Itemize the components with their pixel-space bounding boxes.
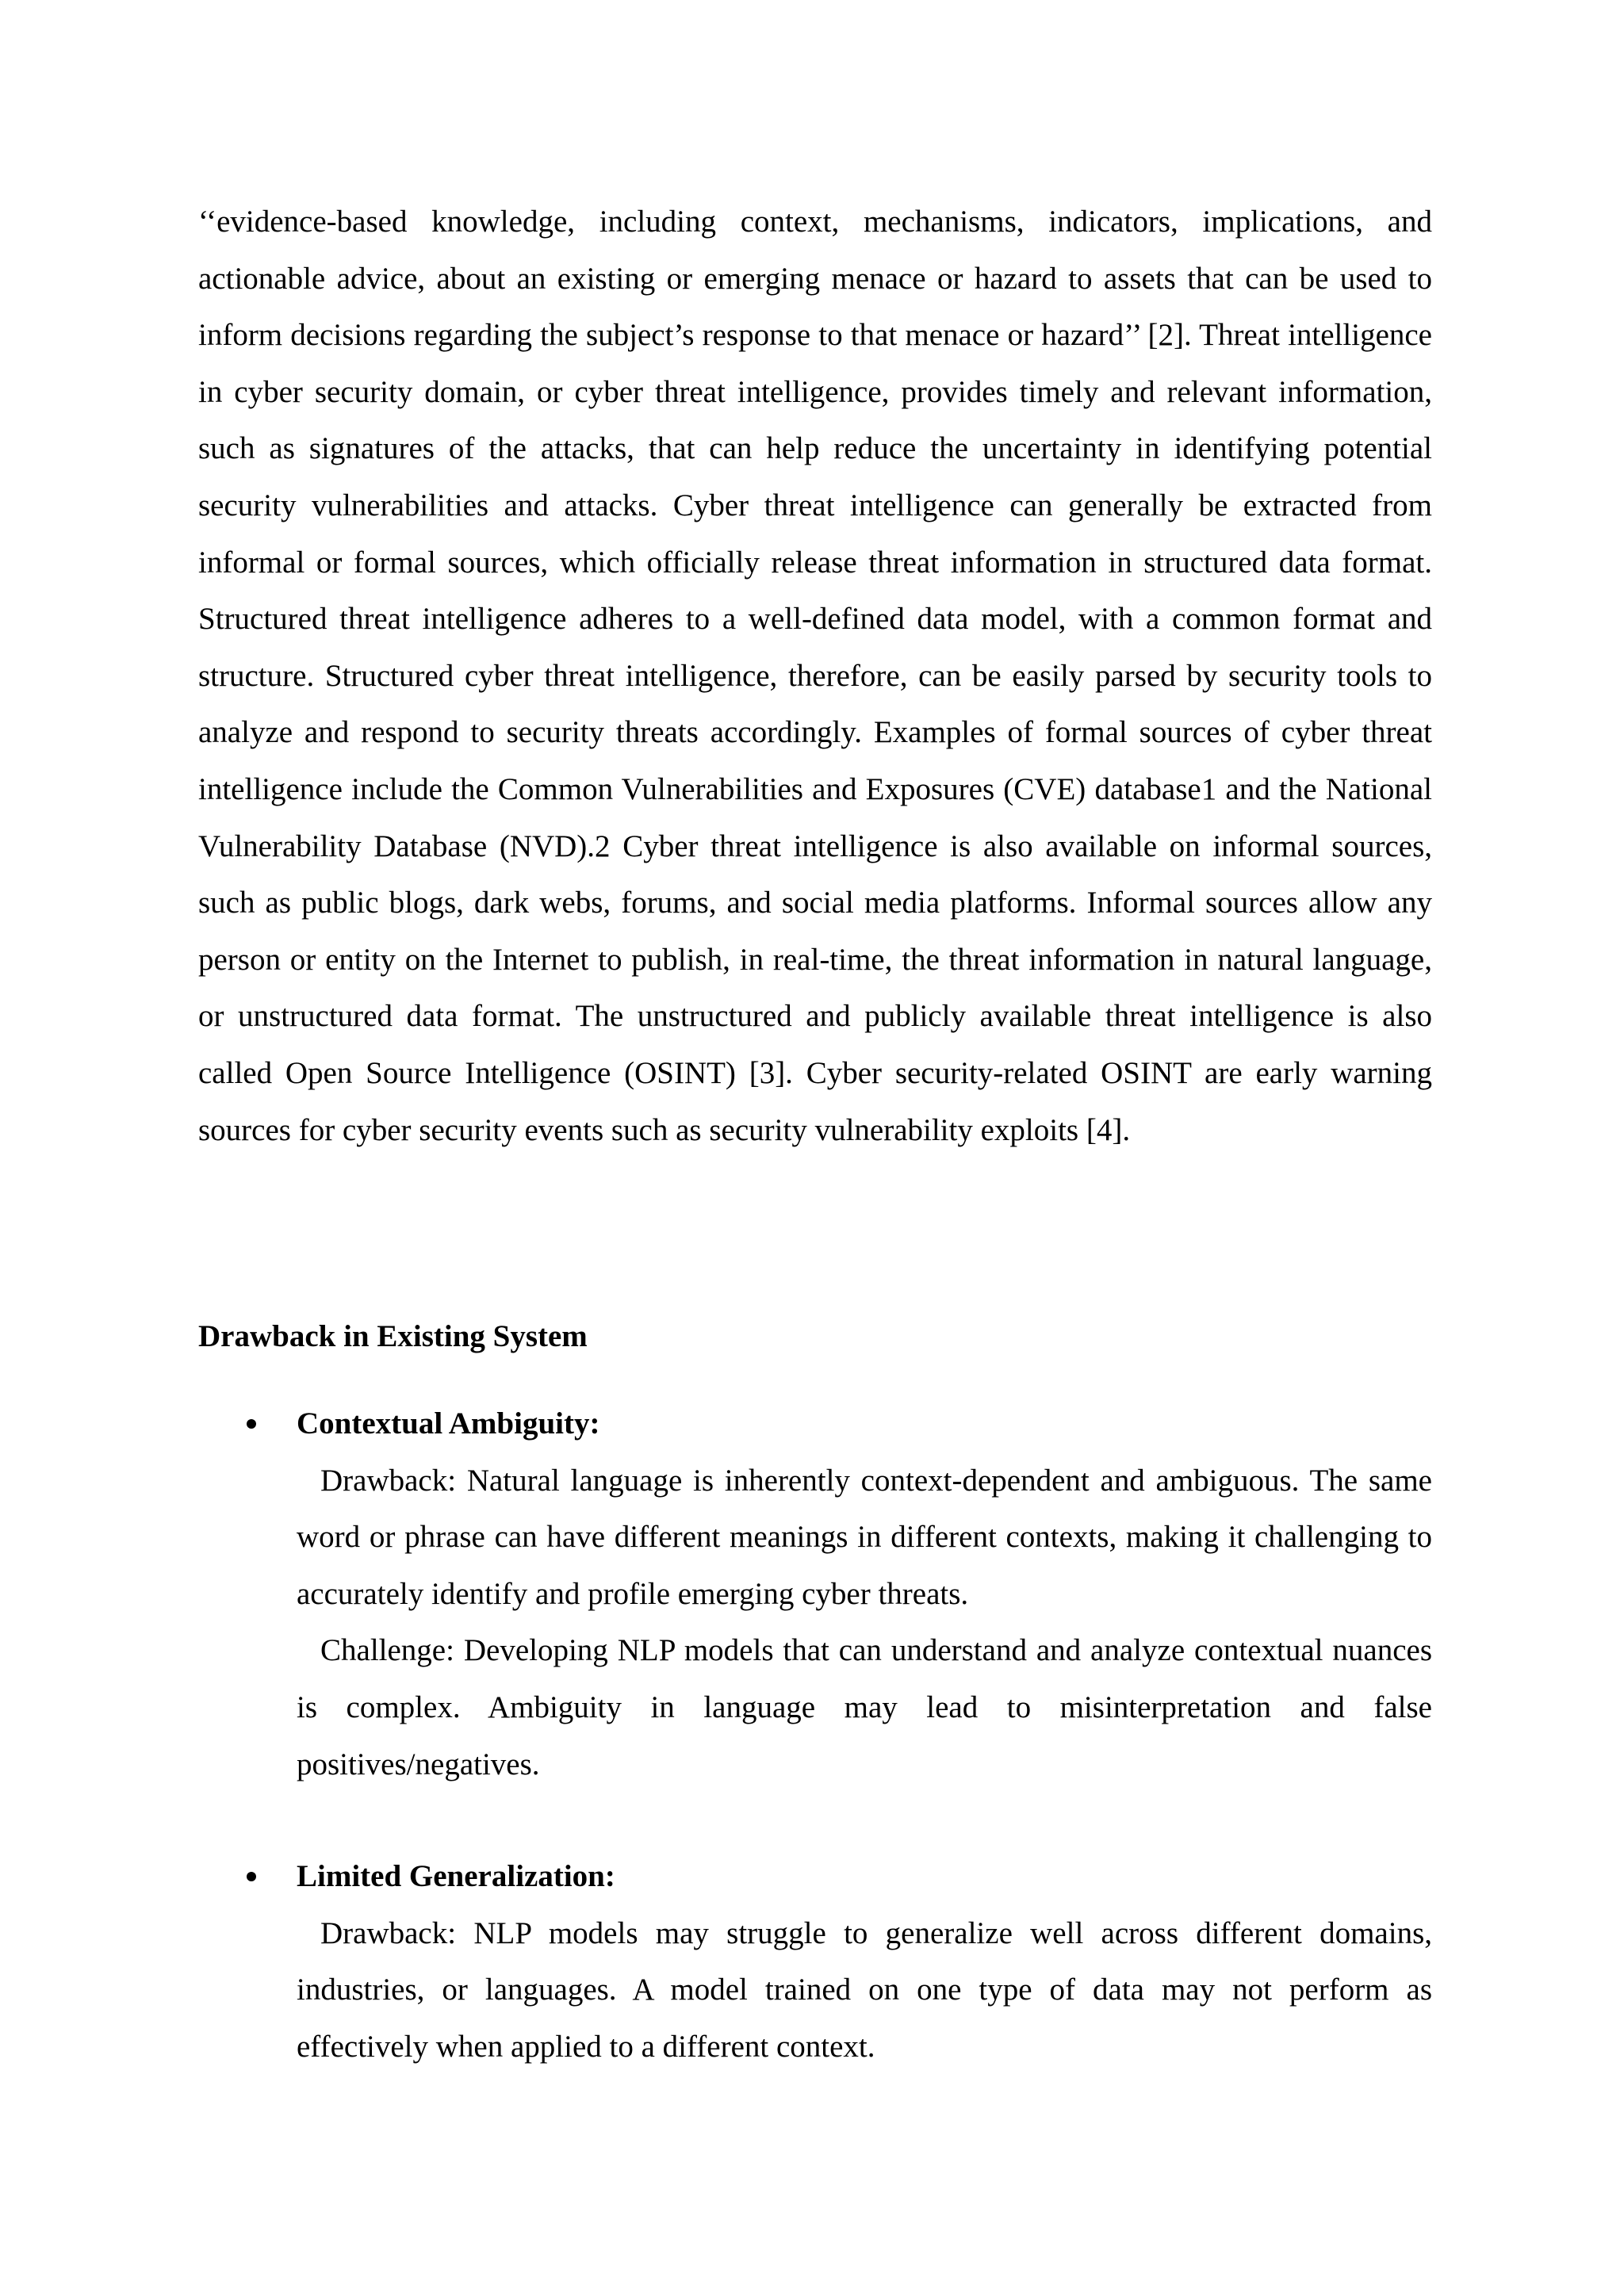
item-title: Limited Generalization: — [297, 1859, 615, 1893]
section-heading: Drawback in Existing System — [198, 1319, 588, 1353]
item-drawback-text: Drawback: Natural language is inherently context-dependent and ambiguous. The same word or phrase can have different meanings in different contexts, making it challenging to accurately identify and profile emerging cyber threats. — [297, 1463, 1432, 1611]
bullet-icon — [247, 1872, 256, 1881]
intro-paragraph: ‘‘evidence-based knowledge, including context, mechanisms, indicators, implications, and actionable advice, about an existing or emerging menace or hazard to assets that can be used to inform decisions regarding the subject’s response to that menace or hazard’’ [2]. Threat intelligence in cyber security domain, or cyber threat intelligence, provides timely and relevant information, such as signatures of the attacks, that can help reduce the uncertainty in identifying potential security vulnerabilities and attacks. Cyber threat intelligence can generally be extracted from informal or formal sources, which officially release threat information in structured data format. Structured threat intelligence adheres to a well-defined data model, with a common format and structure. Structured cyber threat intelligence, therefore, can be easily parsed by security tools to analyze and respond to security threats accordingly. Examples of formal sources of cyber threat intelligence include the Common Vulnerabilities and Exposures (CVE) database1 and the National Vulnerability Database (NVD).2 Cyber threat intelligence is also available on informal sources, such as public blogs, dark webs, forums, and social media platforms. Informal sources allow any person or entity on the Internet to publish, in real-time, the threat information in natural language, or unstructured data format. The unstructured and publicly available threat intelligence is also called Open Source Intelligence (OSINT) [3]. Cyber security-related OSINT are early warning sources for cyber security events such as security vulnerability exploits [4]. — [198, 205, 1432, 1147]
bullet-icon — [247, 1419, 256, 1429]
item-drawback-text: Drawback: NLP models may struggle to generalize well across different domains, industries, or languages. A model trained on one type of data may not perform as effectively when applied to a different context. — [297, 1915, 1432, 2064]
item-title: Contextual Ambiguity: — [297, 1406, 600, 1441]
item-challenge-text: Challenge: Developing NLP models that can understand and analyze contextual nuances is complex. Ambiguity in language may lead to misinterpretation and false positives/negatives. — [297, 1633, 1432, 1781]
